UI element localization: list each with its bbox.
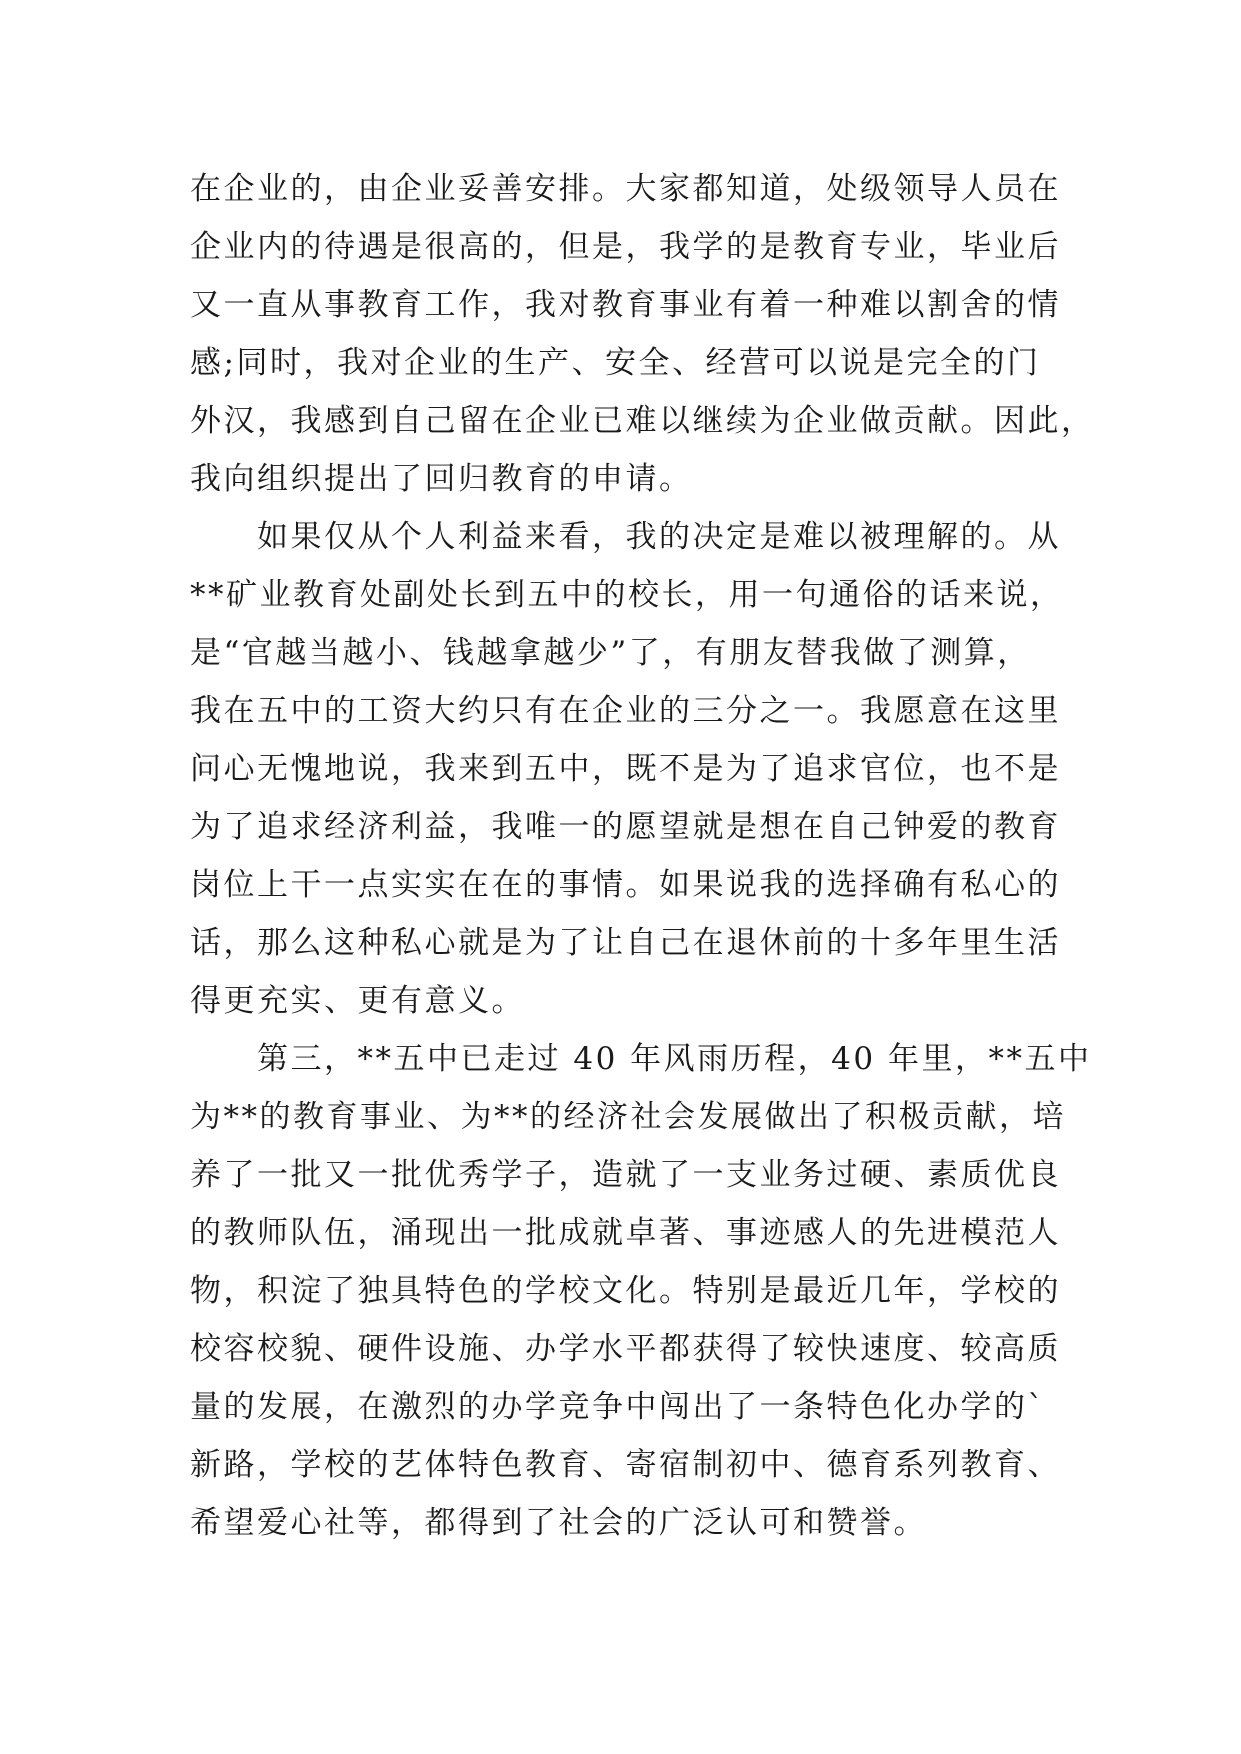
text-line: 为**的教育事业、为**的经济社会发展做出了积极贡献，培 (190, 1099, 1066, 1135)
text-line: 养了一批又一批优秀学子，造就了一支业务过硬、素质优良 (190, 1157, 1061, 1193)
text-line: 企业内的待遇是很高的，但是，我学的是教育专业，毕业后 (190, 229, 1061, 265)
paragraph-2 (190, 508, 1064, 1030)
text-line: 物，积淀了独具特色的学校文化。特别是最近几年，学校的 (190, 1273, 1061, 1309)
text-line: 话，那么这种私心就是为了让自己在退休前的十多年里生活 (190, 925, 1061, 961)
text-line: 感;同时，我对企业的生产、安全、经营可以说是完全的门 (190, 345, 1041, 381)
text-line: 岗位上干一点实实在在的事情。如果说我的选择确有私心的 (190, 867, 1061, 903)
text-line: 问心无愧地说，我来到五中，既不是为了追求官位，也不是 (190, 751, 1061, 787)
text-line: 外汉，我感到自己留在企业已难以继续为企业做贡献。因此， (190, 403, 1095, 439)
paragraph-3 (190, 1030, 1092, 1552)
text-line: **矿业教育处副处长到五中的校长，用一句通俗的话来说， (190, 577, 1064, 613)
text-line: 的教师队伍，涌现出一批成就卓著、事迹感人的先进模范人 (190, 1215, 1061, 1251)
text-line: 我在五中的工资大约只有在企业的三分之一。我愿意在这里 (190, 693, 1061, 729)
text-line: 校容校貌、硬件设施、办学水平都获得了较快速度、较高质 (190, 1331, 1061, 1367)
text-line: 是“官越当越小、钱越拿越少”了，有朋友替我做了测算， (190, 635, 1031, 671)
text-line: 希望爱心社等，都得到了社会的广泛认可和赞誉。 (190, 1505, 927, 1541)
text-line: 为了追求经济利益，我唯一的愿望就是想在自己钟爱的教育 (190, 809, 1061, 845)
text-line: 又一直从事教育工作，我对教育事业有着一种难以割舍的情 (190, 287, 1061, 323)
text-line: 在企业的，由企业妥善安排。大家都知道，处级领导人员在 (190, 171, 1061, 207)
text-line: 我向组织提出了回归教育的申请。 (190, 461, 693, 497)
document-body (190, 160, 1095, 1552)
paragraph-1 (190, 160, 1095, 508)
text-line: 第三，**五中已走过 40 年风雨历程，40 年里，**五中 (190, 1041, 1092, 1077)
text-line: 得更充实、更有意义。 (190, 983, 525, 1019)
text-line: 量的发展，在激烈的办学竞争中闯出了一条特色化办学的` (190, 1389, 1046, 1425)
text-line: 新路，学校的艺体特色教育、寄宿制初中、德育系列教育、 (190, 1447, 1061, 1483)
text-line: 如果仅从个人利益来看，我的决定是难以被理解的。从 (190, 519, 1061, 555)
